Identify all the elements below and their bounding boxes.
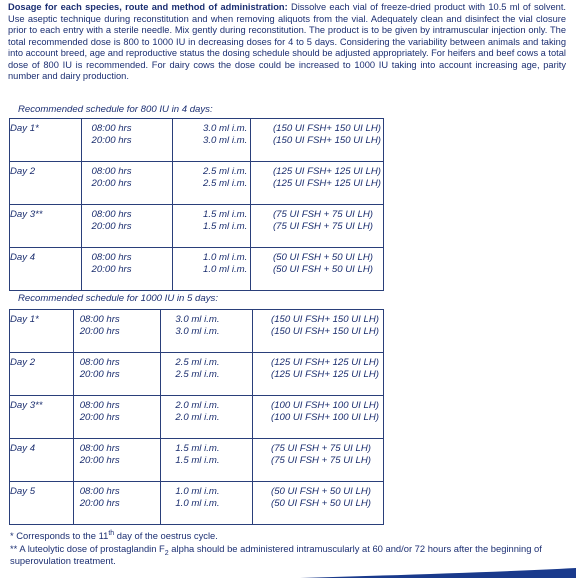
- dosage-paragraph: [8, 2, 566, 83]
- time-value: 20:00 hrs: [79, 326, 120, 337]
- dose-value: (75 UI FSH + 75 UI LH): [272, 221, 373, 232]
- time-cell: [81, 205, 173, 248]
- volume-cell: [173, 119, 251, 162]
- time-value: 08:00 hrs: [91, 209, 132, 220]
- dose-cell: [253, 353, 384, 396]
- schedule-row: [10, 353, 384, 396]
- schedule-800-caption: Recommended schedule for 800 IU in 4 days:: [18, 104, 213, 115]
- dose-value: (125 UI FSH+ 125 UI LH): [272, 178, 381, 189]
- time-value: 08:00 hrs: [79, 314, 120, 325]
- schedule-row: [10, 119, 384, 162]
- decorative-band-swoosh: [300, 568, 576, 578]
- time-cell: [73, 396, 161, 439]
- volume-value: 2.0 ml i.m.: [175, 412, 220, 423]
- time-value: 20:00 hrs: [91, 178, 132, 189]
- volume-cell: [161, 310, 253, 353]
- volume-value: 1.5 ml i.m.: [175, 443, 220, 454]
- time-cell: [73, 439, 161, 482]
- footnote-2: [10, 543, 566, 566]
- dose-cell: [253, 482, 384, 525]
- volume-value: 1.0 ml i.m.: [203, 264, 248, 275]
- volume-cell: [161, 396, 253, 439]
- volume-value: 2.0 ml i.m.: [175, 400, 220, 411]
- schedule-row: [10, 482, 384, 525]
- dose-cell: [253, 439, 384, 482]
- schedule-1000-table: [9, 309, 384, 525]
- volume-cell: [161, 439, 253, 482]
- day-cell: [10, 353, 74, 396]
- footnote-2-sub: 2: [164, 549, 169, 557]
- day-cell: [10, 205, 82, 248]
- time-value: 08:00 hrs: [91, 252, 132, 263]
- dose-value: (100 UI FSH+ 100 UI LH): [271, 412, 379, 423]
- dose-value: (75 UI FSH + 75 UI LH): [271, 455, 371, 466]
- volume-value: 2.5 ml i.m.: [203, 178, 248, 189]
- dosage-text: Dissolve each vial of freeze-dried product with 10.5 ml of solvent. Use aseptic technique during reconstitution and when removing aliquots from the vial. Adequately clean and disinfect the vial closure prior to each entry with a sterile needle. Mix gently during reconstitution. The product is to be given by intramuscular injection only. The total recommended dose is 800 to 1000 IU in decreasing doses for 4 to 5 days. Considering the variability between animals and taking into account breed, age and reproductive status the dosing schedule should be adjusted appropriately. For heifers and beef cows a total dose of 800 IU is recommended. For dairy cows the dose could be increased to 1000 IU taking into account increasing age, parity number and dairy production.: [8, 2, 566, 81]
- day-label: Day 1*: [10, 123, 39, 134]
- volume-value: 2.5 ml i.m.: [175, 357, 220, 368]
- day-label: Day 3**: [10, 400, 43, 411]
- schedule-1000-caption: Recommended schedule for 1000 IU in 5 days:: [18, 293, 218, 304]
- volume-value: 1.0 ml i.m.: [175, 498, 220, 509]
- schedule-1000-body: [10, 310, 384, 525]
- time-value: 20:00 hrs: [91, 135, 132, 146]
- time-value: 08:00 hrs: [79, 486, 120, 497]
- day-label: Day 4: [10, 252, 36, 263]
- schedule-row: [10, 439, 384, 482]
- time-value: 08:00 hrs: [91, 166, 132, 177]
- time-cell: [81, 119, 173, 162]
- time-value: 20:00 hrs: [79, 369, 120, 380]
- time-value: 08:00 hrs: [79, 443, 120, 454]
- volume-cell: [161, 353, 253, 396]
- time-value: 20:00 hrs: [79, 412, 120, 423]
- day-label: Day 4: [10, 443, 36, 454]
- volume-value: 3.0 ml i.m.: [175, 326, 220, 337]
- volume-value: 2.5 ml i.m.: [203, 166, 248, 177]
- volume-value: 1.5 ml i.m.: [175, 455, 220, 466]
- time-value: 08:00 hrs: [79, 400, 120, 411]
- dosage-heading: Dosage for each species, route and method of administration:: [8, 2, 288, 12]
- day-label: Day 3**: [10, 209, 43, 220]
- dose-value: (125 UI FSH+ 125 UI LH): [272, 166, 381, 177]
- volume-value: 2.5 ml i.m.: [175, 369, 220, 380]
- volume-cell: [173, 205, 251, 248]
- day-cell: [10, 248, 82, 291]
- day-label: Day 5: [10, 486, 36, 497]
- dose-value: (125 UI FSH+ 125 UI LH): [271, 357, 379, 368]
- time-cell: [81, 162, 173, 205]
- volume-value: 1.5 ml i.m.: [203, 221, 248, 232]
- volume-value: 3.0 ml i.m.: [203, 123, 248, 134]
- dose-value: (100 UI FSH+ 100 UI LH): [271, 400, 379, 411]
- dose-value: (150 UI FSH+ 150 UI LH): [271, 326, 379, 337]
- footnote-2-text: ** A luteolytic dose of prostaglandin F: [10, 543, 165, 554]
- day-cell: [10, 119, 82, 162]
- time-value: 20:00 hrs: [91, 264, 132, 275]
- time-cell: [73, 310, 161, 353]
- schedule-800-body: [10, 119, 384, 291]
- dose-cell: [250, 205, 383, 248]
- dose-value: (75 UI FSH + 75 UI LH): [272, 209, 373, 220]
- time-value: 08:00 hrs: [91, 123, 132, 134]
- dose-value: (50 UI FSH + 50 UI LH): [271, 498, 371, 509]
- dose-cell: [250, 119, 383, 162]
- volume-value: 3.0 ml i.m.: [175, 314, 220, 325]
- volume-cell: [173, 162, 251, 205]
- footnote-2-tail: alpha should be administered intramuscularly at 60 and/or 72 hours after the beginning of superovulation treatment.: [10, 543, 542, 566]
- dose-value: (50 UI FSH + 50 UI LH): [272, 252, 373, 263]
- schedule-row: [10, 248, 384, 291]
- day-label: Day 2: [10, 166, 36, 177]
- time-cell: [81, 248, 173, 291]
- time-cell: [73, 353, 161, 396]
- footnote-1-tail: day of the oestrus cycle.: [114, 530, 218, 541]
- day-cell: [10, 482, 74, 525]
- footnote-1-text: * Corresponds to the 11: [10, 530, 109, 541]
- volume-value: 1.0 ml i.m.: [203, 252, 248, 263]
- day-label: Day 1*: [10, 314, 39, 325]
- time-value: 20:00 hrs: [91, 221, 132, 232]
- footnote-1-sup: th: [108, 529, 115, 537]
- day-cell: [10, 439, 74, 482]
- dose-value: (150 UI FSH+ 150 UI LH): [272, 135, 381, 146]
- volume-cell: [173, 248, 251, 291]
- decorative-band: [0, 566, 576, 578]
- time-value: 08:00 hrs: [79, 357, 120, 368]
- schedule-row: [10, 162, 384, 205]
- footnote-1: [10, 530, 566, 542]
- dose-value: (150 UI FSH+ 150 UI LH): [271, 314, 379, 325]
- dose-cell: [250, 248, 383, 291]
- day-cell: [10, 396, 74, 439]
- time-cell: [73, 482, 161, 525]
- volume-value: 3.0 ml i.m.: [203, 135, 248, 146]
- volume-cell: [161, 482, 253, 525]
- dose-cell: [253, 310, 384, 353]
- volume-value: 1.0 ml i.m.: [175, 486, 220, 497]
- schedule-row: [10, 310, 384, 353]
- time-value: 20:00 hrs: [79, 455, 120, 466]
- dose-cell: [250, 162, 383, 205]
- dose-value: (50 UI FSH + 50 UI LH): [271, 486, 371, 497]
- dose-value: (150 UI FSH+ 150 UI LH): [272, 123, 381, 134]
- schedule-row: [10, 396, 384, 439]
- time-value: 20:00 hrs: [79, 498, 120, 509]
- day-cell: [10, 162, 82, 205]
- dose-cell: [253, 396, 384, 439]
- day-label: Day 2: [10, 357, 36, 368]
- dose-value: (50 UI FSH + 50 UI LH): [272, 264, 373, 275]
- schedule-800-table: [9, 118, 384, 291]
- schedule-row: [10, 205, 384, 248]
- volume-value: 1.5 ml i.m.: [203, 209, 248, 220]
- dose-value: (125 UI FSH+ 125 UI LH): [271, 369, 379, 380]
- dose-value: (75 UI FSH + 75 UI LH): [271, 443, 371, 454]
- day-cell: [10, 310, 74, 353]
